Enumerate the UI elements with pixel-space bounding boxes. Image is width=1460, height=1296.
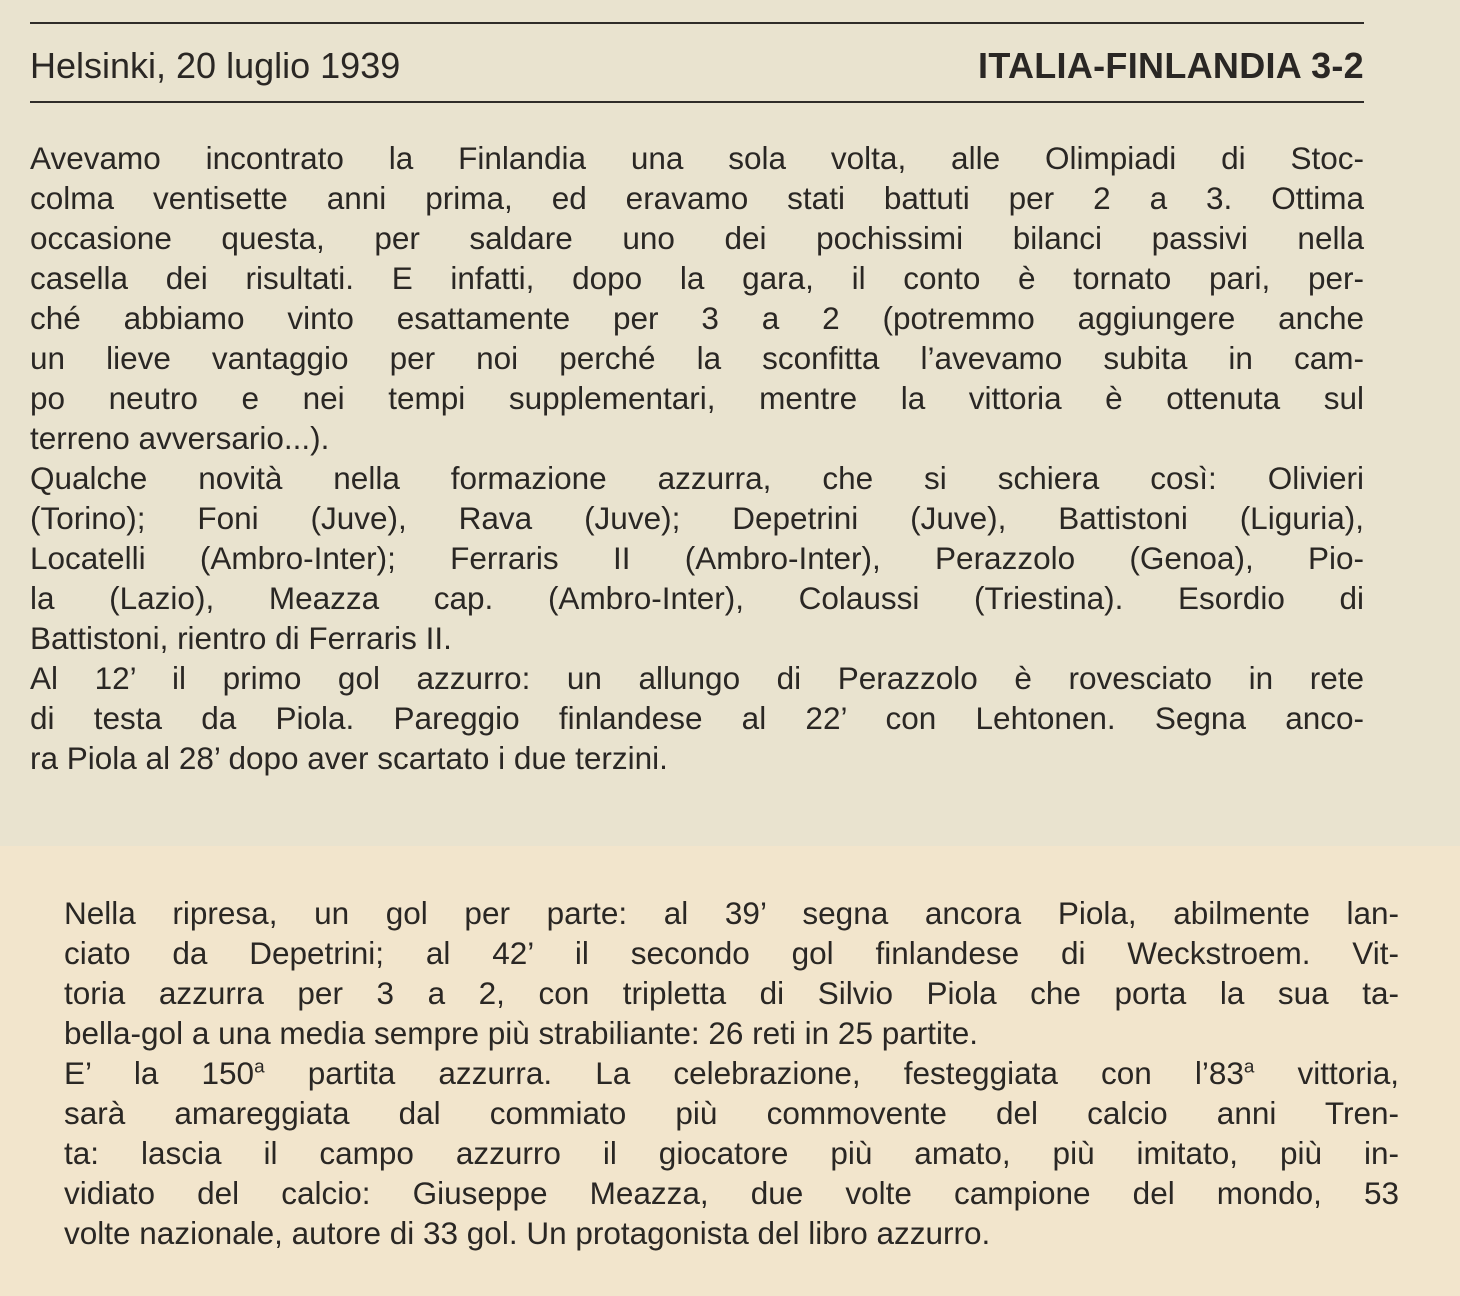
text-line: po neutro e nei tempi supplementari, mentre la vittoria è ottenuta sul [30,380,1364,416]
text-line: un lieve vantaggio per noi perché la sconfitta l’avevamo subita in cam- [30,340,1364,376]
text-line: Qualche novità nella formazione azzurra, che si schiera così: Olivieri [30,460,1364,496]
text-line: ta: lascia il campo azzurro il giocatore più amato, più imitato, più in- [64,1135,1399,1171]
text-line: (Torino); Foni (Juve), Rava (Juve); Depetrini (Juve), Battistoni (Liguria), [30,500,1364,536]
text-fragment: E’ la 150 [64,1055,255,1091]
text-line: bella-gol a una media sempre più strabiliante: 26 reti in 25 partite. [64,1015,979,1051]
ordinal-superscript: a [254,1056,265,1078]
ordinal-superscript: a [1243,1056,1255,1078]
text-line: colma ventisette anni prima, ed eravamo stati battuti per 2 a 3. Ottima [30,180,1364,216]
text-line: vidiato del calcio: Giuseppe Meazza, due volte campione del mondo, 53 [64,1175,1399,1211]
text-line: la (Lazio), Meazza cap. (Ambro-Inter), Colaussi (Triestina). Esordio di [30,580,1364,616]
text-line [64,1053,1399,1093]
text-line: ciato da Depetrini; al 42’ il secondo gol finlandese di Weckstroem. Vit- [64,935,1399,971]
text-line: Nella ripresa, un gol per parte: al 39’ segna ancora Piola, abilmente lan- [64,895,1399,931]
text-line: casella dei risultati. E infatti, dopo la gara, il conto è tornato pari, per- [30,260,1364,296]
header-bottom-rule [30,101,1364,103]
paragraph-second-half [64,893,1399,1053]
text-line: ra Piola al 28’ dopo aver scartato i due terzini. [30,740,668,776]
text-line: toria azzurra per 3 a 2, con tripletta di Silvio Piola che porta la sua ta- [64,975,1399,1011]
text-line: occasione questa, per saldare uno dei pochissimi bilanci passivi nella [30,220,1364,256]
paragraph-first-half [30,658,1364,778]
text-fragment: vittoria, [1254,1055,1400,1091]
paragraph-meazza-farewell [64,1053,1399,1253]
text-line: Locatelli (Ambro-Inter); Ferraris II (Ambro-Inter), Perazzolo (Genoa), Pio- [30,540,1364,576]
text-line: di testa da Piola. Pareggio finlandese al 22’ con Lehtonen. Segna anco- [30,700,1364,736]
match-place-date: Helsinki, 20 luglio 1939 [30,45,401,86]
match-title: ITALIA-FINLANDIA 3-2 [978,45,1364,86]
text-line: volte nazionale, autore di 33 gol. Un protagonista del libro azzurro. [64,1215,991,1251]
text-line: Al 12’ il primo gol azzurro: un allungo di Perazzolo è rovesciato in rete [30,660,1364,696]
text-line: Avevamo incontrato la Finlandia una sola volta, alle Olimpiadi di Stoc- [30,140,1364,176]
header-top-rule [30,22,1364,24]
text-line: terreno avversario...). [30,420,330,456]
paragraph-lineup [30,458,1364,658]
paragraph-history [30,138,1364,458]
text-line: sarà amareggiata dal commiato più commovente del calcio anni Tren- [64,1095,1399,1131]
text-line: ché abbiamo vinto esattamente per 3 a 2 (potremmo aggiungere anche [30,300,1364,336]
text-fragment: partita azzurra. La celebrazione, festeggiata con l’83 [264,1055,1244,1091]
text-line: Battistoni, rientro di Ferraris II. [30,620,452,656]
lower-page-clipping [0,846,1460,1296]
